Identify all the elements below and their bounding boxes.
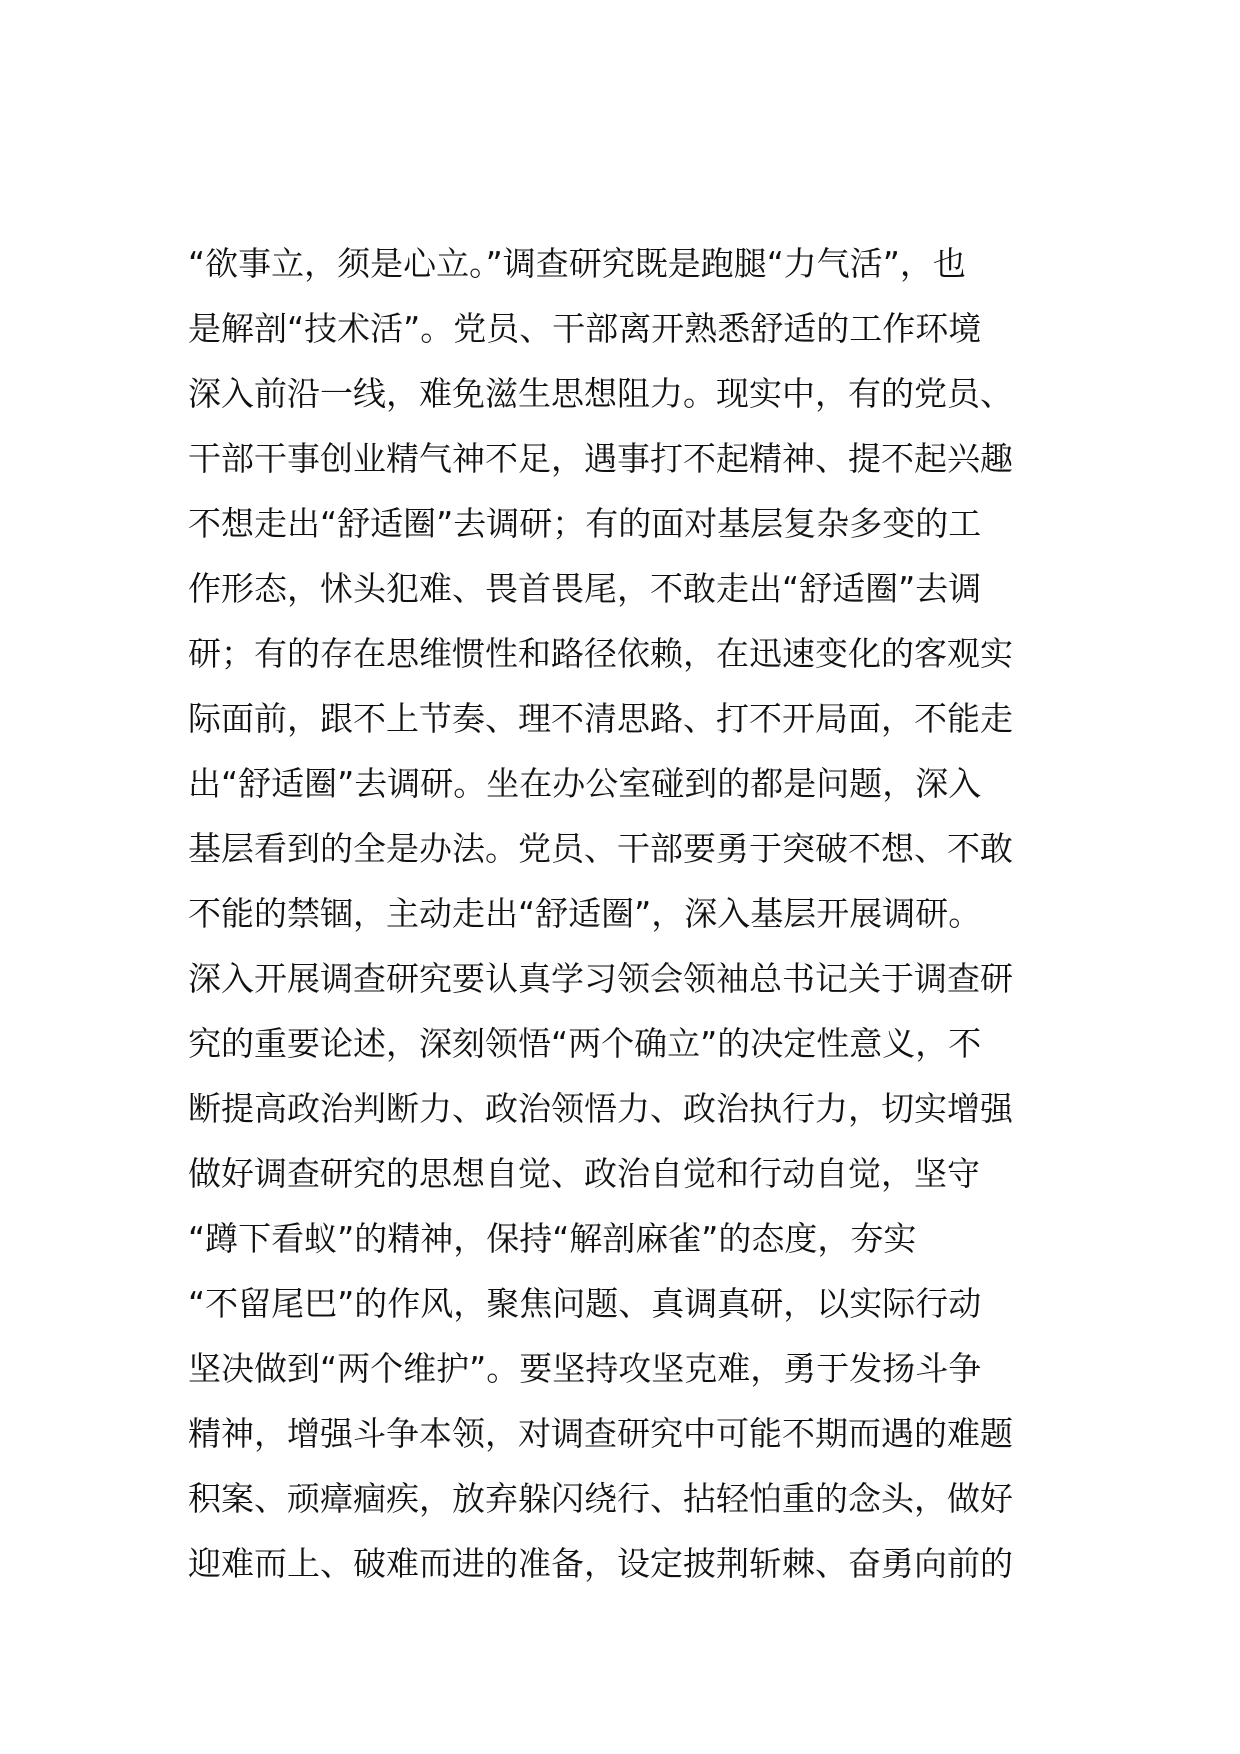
- text-line: 精神，增强斗争本领，对调查研究中可能不期而遇的难题: [188, 1414, 1013, 1453]
- text-line: 不能的禁锢，主动走出“舒适圈”，深入基层开展调研。: [188, 894, 982, 933]
- text-line: 深入前沿一线，难免滋生思想阻力。现实中，有的党员、: [188, 374, 1013, 413]
- text-line: “蹲下看蚁”的精神，保持“解剖麻雀”的态度，夯实: [188, 1219, 917, 1258]
- text-line: 深入开展调查研究要认真学习领会领袖总书记关于调查研: [188, 959, 1013, 998]
- text-line: 基层看到的全是办法。党员、干部要勇于突破不想、不敢: [188, 829, 1013, 868]
- text-line: 迎难而上、破难而进的准备，设定披荆斩棘、奋勇向前的: [188, 1544, 1013, 1583]
- body-text: [188, 231, 1068, 1596]
- text-line: “欲事立，须是心立。”调查研究既是跑腿“力气活”，也: [188, 244, 966, 283]
- text-line: 是解剖“技术活”。党员、干部离开熟悉舒适的工作环境: [188, 309, 982, 348]
- text-line: 坚决做到“两个维护”。要坚持攻坚克难，勇于发扬斗争: [188, 1349, 982, 1388]
- text-line: 作形态，怵头犯难、畏首畏尾，不敢走出“舒适圈”去调: [188, 569, 982, 608]
- text-line: “不留尾巴”的作风，聚焦问题、真调真研，以实际行动: [188, 1284, 982, 1323]
- text-line: 究的重要论述，深刻领悟“两个确立”的决定性意义，不: [188, 1024, 982, 1063]
- text-line: 干部干事创业精气神不足，遇事打不起精神、提不起兴趣: [188, 439, 1013, 478]
- text-line: 断提高政治判断力、政治领悟力、政治执行力，切实增强: [188, 1089, 1013, 1128]
- text-line: 积案、顽瘴痼疾，放弃躲闪绕行、拈轻怕重的念头，做好: [188, 1479, 1013, 1518]
- text-line: 不想走出“舒适圈”去调研；有的面对基层复杂多变的工: [188, 504, 982, 543]
- text-line: 出“舒适圈”去调研。坐在办公室碰到的都是问题，深入: [188, 764, 982, 803]
- text-line: 研；有的存在思维惯性和路径依赖，在迅速变化的客观实: [188, 634, 1013, 673]
- text-line: 做好调查研究的思想自觉、政治自觉和行动自觉，坚守: [188, 1154, 980, 1193]
- text-line: 际面前，跟不上节奏、理不清思路、打不开局面，不能走: [188, 699, 1013, 738]
